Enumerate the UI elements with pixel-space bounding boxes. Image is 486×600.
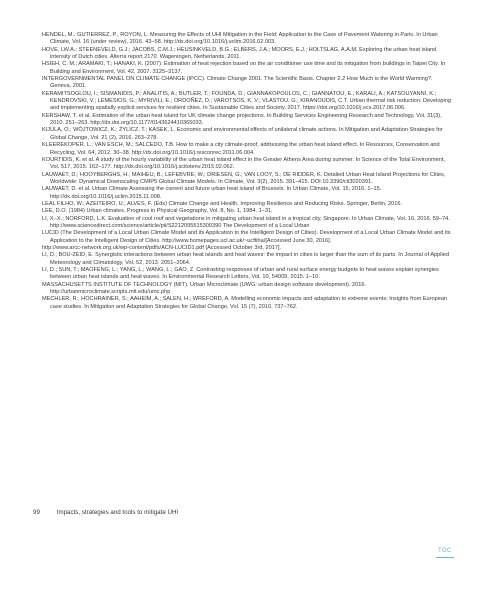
reference-entry: LI, D.; BOU-ZEID, E. Synergistic interactions between urban heat islands and heat waves: the impact in cities is larger than the sum of its parts. In Journal of Applied Meteorology and Climatology, Vol. 52, 2013. 2051–2064. (42, 252, 449, 266)
reference-entry: KLEEREKOPER, L.; VAN ESCH, M.; SALCEDO, T.B. How to make a city climate-proof, addressing the urban heat island effect. In Resources, Conservation and Recycling, Vol. 64, 2012. 30–38. http://dx.doi.org/10.1016/j.resconrec.2011.06.004. (42, 142, 440, 156)
reference-entry: LUCID (The Development of a Local Urban Climate Model and its Application to the Intelligent Design of Cities). Development of a Local Urban Climate Model and its Application to the Intelligent Design of Cities. http://www.homepages.ucl.ac.uk/~ucftiha/[Accessed June 30, 2016]. (42, 230, 451, 244)
reference-entry: MECHLER, R.; HOCHRAINER, S.; AAHEIM, A.; SALEN, H.; WREFORD, A. Modelling economic impacts and adaptation to extreme events: Insights from European case studies. In Mitigation and Adaptation Strategies for Global Change, Vol. 15 (7), 2010. 737–762. (42, 296, 448, 310)
reference-entry: KERAMITSOGLOU, I.; SISMANIDIS, P.; ANALITIS, A.; BUTLER, T.; FOUNDA, D.; GIANNAKOPOULOS, C.; GIANNATOU, E.; KARALI, A.; KATSOUYANNI, K.; KENDROVSKI, V.; LEMESIOS, G.; MYRIVILI, E.; ORDOÑEZ, D.; VAROTSOS, K. V.; VLASTOU, G.; KIRANOUDIS, C.T. Urban thermal risk reduction: Developing and implementing spatially explicit services for resilient cities. In Sustainable Cities and Society, 2017. https://doi.org/10.1016/j.scs.2017.06.006. (42, 90, 452, 112)
reference-entry: KIJULA, O.; WÓJTOWICZ, K.; ŻYLICZ, T.; KASEK, L. Economic and environmental effects of unilateral climate actions. In Mitigation and Adaptation Strategies for Global Change, Vol. 21 (2), 2016. 263–278. (42, 127, 443, 141)
reference-entry: LEE, D.O. (1984) Urban climates, Progress in Physical Geography, Vol. 8, No. 1, 1984. 1–31. (42, 208, 273, 215)
reference-entry: KOURTIDIS, K. et al. A study of the hourly variability of the urban heat island effect in the Greater Athens Area during summer. In Science of the Total Environment, Vol. 517, 2015. 162–177. http://dx.doi.org/10.1016/j.scitotenv.2015.02.062. (42, 156, 445, 171)
reference-entry: KERSHAW, T. et al. Estimation of the urban heat island for UK climate change projections. In Building Services Engineering Research and Technology, Vol. 31(3), 2010. 251–263. http://dx.doi.org/10.1177/0143624410365033. (42, 112, 442, 127)
reference-entry: LAUWAET, D.; HOOYBERGHS, H.; MAIHEU, B.; LEFEBVRE, W.; DRIESEN, G.; VAN LOOY, S.; DE RIDDER, K. Detailed Urban Heat Island Projections for Cities, Worldwide: Dynamical Downscaling CMIP5 Global Climate Models. In Climate, Vol. 3(2), 2015. 391–415. DOI:10.3390/cli3020391. (42, 171, 446, 185)
toc-link[interactable]: TOC (438, 548, 452, 554)
reference-entry: LEAL FILHO, W.; AZEITEIRO, U.; ALVES, F. (Eds) Climate Change and Health. Improving Resilience and Reducing Risks. Springer, Berlin, 2016. (42, 200, 403, 207)
reference-entry: LI, X.-X.; NORFORD, L.K. Evaluation of cool roof and vegetations in mitigating urban heat island in a tropical city, Singapore. In Urban Climate, Vol. 16, 2016. 59–74. http://www.sciencedirect.com/science/article/pii/S2212095515300390 The Development of a Local Urban (42, 215, 450, 229)
reference-entry: INTERGOVERNMENTAL PANEL ON CLIMATE CHANGE (IPCC). Climate Change 2001. The Scientific Basis. Chapter 2.2 How Much is the World Warming?. Geneva, 2001. (42, 76, 433, 90)
page-footer (33, 509, 178, 516)
reference-entry: HOVE, LW.A.; STEENEVELD, G.J.; JACOBS, C.M.J.; HEUSINKVELD, B.G.; ELBERS, J.A.; MOORS, E.J.; HOLTSLAG, A.A.M. Exploring the urban heat island intensity of Dutch cities. Alterra report 2170. Wageningen, Netherlands, 2011. (42, 46, 437, 61)
reference-list (42, 32, 454, 311)
reference-entry: LAUWAET, D. et al. Urban Climate Assessing the current and future urban heat island of Brussels. In Urban Climate, Vol. 15, 2016. 1–15. http://dx.doi.org/10.1016/j.uclim.2015.11.008. (42, 186, 382, 200)
toc-underline (436, 557, 454, 558)
reference-entry: MASSACHUSETTS INSTITUTE OF TECHNOLOGY (MIT). Urban Microclimate (UWG: urban design software development). 2016. http://urbanmicroclimate.scripts.mit.edu/umc.php (42, 281, 367, 296)
reference-entry: HENDEL, M., GUTIERREZ, P., ROYON, L. Measuring the Effects of UHI Mitigation in the Field: Application to the Case of Pavement Watering in Paris. In Urban Climate, Vol. 16 (under review), 2016. 43–58. http://dx.doi.org/10.1016/j.uclim.2016.02.003. (42, 32, 438, 46)
page-number: 99 (33, 509, 40, 516)
reference-entry: HSIEH, C. M.; ARAMAKI, T.; HANAKI, K. (2007). Estimation of heat rejection based on the air conditioner use time and its mitigation from buildings in Taipei City. In Building and Environment, Vol. 42, 2007. 3125–3137. (42, 61, 446, 75)
running-title: Impacts, strategies and tools to mitigate UHI (56, 509, 179, 516)
reference-entry: LI, D.; SUN, T.; MAOFENG, L.; YANG, L.; WANG, L.; GAO, Z. Contrasting responses of urban and rural surface energy budgets to heat waves explain synergies between urban heat islands and heat waves. In Environmental Research Letters, Vol. 10, 54009, 2015. 1–10. (42, 267, 439, 281)
reference-entry: http://www.arcc-network.org.uk/wp-content/pdfs/ACN-LUCID1.pdf [Accessed October 3rd, 2017]. (42, 244, 282, 251)
